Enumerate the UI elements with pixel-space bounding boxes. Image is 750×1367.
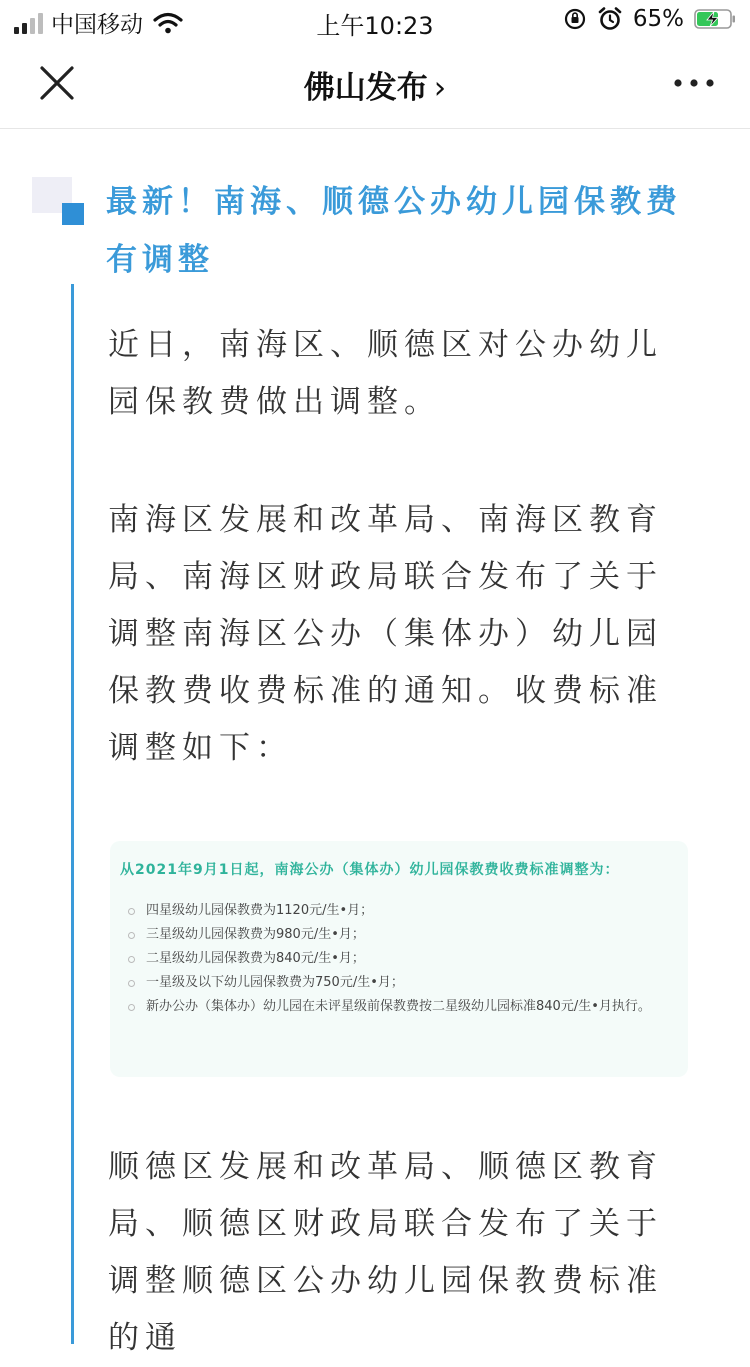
article-heading: 最新！南海、顺德公办幼儿园保教费有调整 — [106, 184, 682, 278]
bullet-icon — [128, 1004, 135, 1011]
orientation-lock-icon — [563, 7, 587, 31]
account-title[interactable] — [0, 62, 750, 107]
notice-title: 从2021年9月1日起，南海公办（集体办）幼儿园保教费收费标准调整为： — [120, 862, 620, 878]
fee-list — [128, 899, 678, 1019]
heading-marker — [62, 203, 84, 225]
list-item-text: 二星级幼儿园保教费为840元/生•月； — [146, 951, 365, 966]
paragraph: 南海区发展和改革局、南海区教育局、南海区财政局联合发布了关于调整南海区公办（集体办）幼儿园保教费收费标准的通知。收费标准调整如下： — [108, 502, 663, 766]
bullet-icon — [128, 956, 135, 963]
list-item-text: 一星级及以下幼儿园保教费为750元/生•月； — [146, 975, 404, 990]
bullet-icon — [128, 980, 135, 987]
alarm-icon — [597, 6, 623, 32]
navigation-bar — [0, 42, 750, 129]
battery-charging-icon — [694, 9, 736, 29]
paragraph: 顺德区发展和改革局、顺德区教育局、顺德区财政局联合发布了关于调整顺德区公办幼儿园保教费标准的通 — [108, 1149, 663, 1356]
paragraph: 近日，南海区、顺德区对公办幼儿园保教费做出调整。 — [108, 327, 663, 420]
carrier-name: 中国移动 — [51, 12, 143, 38]
list-item — [128, 923, 678, 947]
battery-percentage: 65% — [632, 6, 684, 32]
account-name: 佛山发布 — [303, 70, 428, 106]
status-bar — [0, 0, 750, 42]
bullet-icon — [128, 908, 135, 915]
section-divider-line — [71, 284, 74, 1344]
list-item — [128, 947, 678, 971]
list-item — [128, 899, 678, 923]
chevron-right-icon: › — [433, 70, 447, 106]
article-content — [0, 129, 750, 1356]
more-options-icon[interactable] — [672, 70, 716, 96]
list-item — [128, 995, 678, 1019]
bullet-icon — [128, 932, 135, 939]
fee-notice-image[interactable] — [110, 841, 688, 1077]
list-item-text: 新办公办（集体办）幼儿园在未评星级前保教费按二星级幼儿园标准840元/生•月执行。 — [146, 999, 651, 1014]
list-item-text: 三星级幼儿园保教费为980元/生•月； — [146, 927, 365, 942]
clock: 上午10:23 — [316, 12, 434, 40]
list-item — [128, 971, 678, 995]
list-item-text: 四星级幼儿园保教费为1120元/生•月； — [146, 903, 374, 918]
